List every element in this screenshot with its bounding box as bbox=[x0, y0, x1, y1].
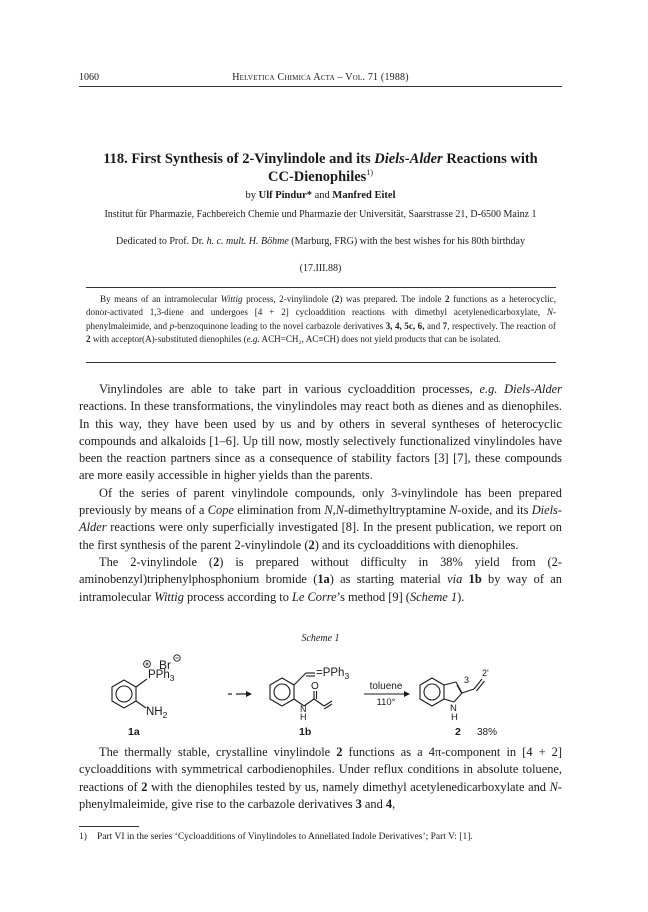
compound-1b-structure bbox=[270, 667, 349, 722]
header-rule bbox=[79, 86, 562, 87]
article-title: 118. First Synthesis of 2-Vinylindole and its Diels-Alder Reactions with CC-Dienophiles$^{1)}$ bbox=[103, 151, 538, 185]
svg-text:NH2: $NH_2$ bbox=[146, 706, 168, 720]
ylide-label: =PPh bbox=[316, 667, 345, 679]
abstract-top-rule bbox=[86, 287, 556, 288]
paragraph: Of the series of parent vinylindole compounds, only 3-vinylindole has been prepared previously by means of a Cope elimination from N,N-dimethyltryptamine N-oxide, and its Diels-Alder reactions were only superficially investigated [8]. In the present publication, we report on the first synthesis of the parent 2-vinylindole (2) and its cycloadditions with dienophiles. bbox=[79, 485, 562, 552]
abstract: By means of an intramolecular Wittig process, 2-vinylindole (2) was prepared. The indole 2 functions as a heterocyclic, donor-activated 1,3-diene and undergoes [4 + 2] cycloaddition reactions with dimethyl acetylenedicarboxylate, N-phenylmaleimide, and p-benzoquinone leading to the novel carbazole derivatives 3, 4, 5c, 6, and 7, respectively. The reaction of 2 with acceptor(A)-substituted dienophiles (e.g. ACH=CH₂, AC≡CH) does not yield products that can be isolated. bbox=[86, 294, 556, 344]
solvent-label: toluene bbox=[369, 681, 403, 692]
hydrogen-label: H bbox=[300, 712, 307, 722]
pph3-label: PPh bbox=[148, 669, 170, 681]
title-footnote-mark[interactable]: 1) bbox=[366, 168, 373, 178]
yield-label: 38% bbox=[477, 727, 498, 738]
multistep-arrow bbox=[228, 691, 252, 697]
compound-label-2: 2 bbox=[455, 726, 461, 738]
position-2prime-label: 2' bbox=[482, 668, 489, 678]
body-text bbox=[79, 381, 562, 606]
paragraph: Vinylindoles are able to take part in various cycloaddition processes, e.g. Diels-Alder reactions. In these transformations, the vinylindoles may react both as dienes and as dienophiles. In this way, they have been used by us and by others in several syntheses of heterocyclic compounds and alkaloids [1–6]. Up till now, mostly selectively functionalized vinylindoles have been the reaction partners since as a consequence of stability factors [3] [7], these compounds are more easily accessible in higher yields than the parents. bbox=[79, 382, 562, 483]
footnote-rule bbox=[79, 826, 139, 827]
author-name: Manfred Eitel bbox=[332, 190, 396, 201]
compound-label-1a: 1a bbox=[128, 726, 140, 738]
reaction-arrow bbox=[364, 681, 410, 708]
dedication: Dedicated to Prof. Dr. h. c. mult. H. Böhme (Marburg, FRG) with the best wishes for his 80th birthday bbox=[116, 236, 525, 247]
footnote bbox=[79, 832, 562, 842]
abstract-bottom-rule bbox=[86, 362, 556, 363]
scheme-label: Scheme 1 bbox=[301, 633, 340, 644]
body-text-continued bbox=[79, 744, 562, 813]
bromide-label: Br bbox=[159, 658, 171, 672]
compound-1a-structure bbox=[112, 655, 180, 720]
paragraph: The thermally stable, crystalline vinylindole 2 functions as a 4π-component in [4 + 2] cycloadditions with symmetrical carbodienophiles. Under reflux conditions in absolute toluene, reactions of 2 with the dienophiles tested by us, namely dimethyl acetylenedicarboxylate and N-phenylmaleimide, give rise to the carbazole derivatives 3 and 4, bbox=[79, 745, 563, 811]
compound-2-structure bbox=[420, 668, 489, 723]
temperature-label: 110° bbox=[376, 697, 396, 708]
nh2-label: NH bbox=[146, 706, 163, 718]
author-line: by Ulf Pindur* and Manfred Eitel bbox=[245, 190, 396, 201]
reaction-scheme bbox=[100, 645, 540, 740]
journal-name: Helvetica Chimica Acta – Vol. 71 (1988) bbox=[232, 72, 409, 83]
oxygen-label: O bbox=[311, 681, 319, 692]
paragraph: The 2-vinylindole (2) is prepared without difficulty in 38% yield from (2-aminobenzyl)triphenylphosphonium bromide (1a) as starting material via 1b by way of an intramolecular Wittig process according to Le Corre’s method [9] (Scheme 1). bbox=[79, 554, 562, 604]
page-number: 1060 bbox=[79, 72, 99, 83]
indole-hydrogen-label: H bbox=[451, 712, 458, 723]
position-3-label: 3 bbox=[464, 675, 470, 685]
scheme-reference-link[interactable]: Scheme 1 bbox=[409, 589, 458, 604]
footnote-mark: 1) bbox=[79, 832, 87, 842]
nitrogen-label: N bbox=[300, 704, 307, 714]
indole-nitrogen-label: N bbox=[450, 703, 457, 714]
affiliation: Institut für Pharmazie, Fachbereich Chemie und Pharmazie der Universität, Saarstrasse 21, D-6500 Mainz 1 bbox=[104, 209, 537, 220]
svg-text:PPh3: PPh$_3$ bbox=[148, 669, 175, 683]
svg-text:=PPh3: =PPh$_3$ bbox=[316, 667, 350, 681]
compound-label-1b: 1b bbox=[299, 726, 312, 738]
footnote-text: Part VI in the series ‘Cycloadditions of Vinylindoles to Annellated Indole Derivatives’; Part V: [1]. bbox=[97, 832, 473, 842]
received-date: (17.III.88) bbox=[299, 263, 342, 274]
author-name: Ulf Pindur* bbox=[258, 190, 312, 201]
